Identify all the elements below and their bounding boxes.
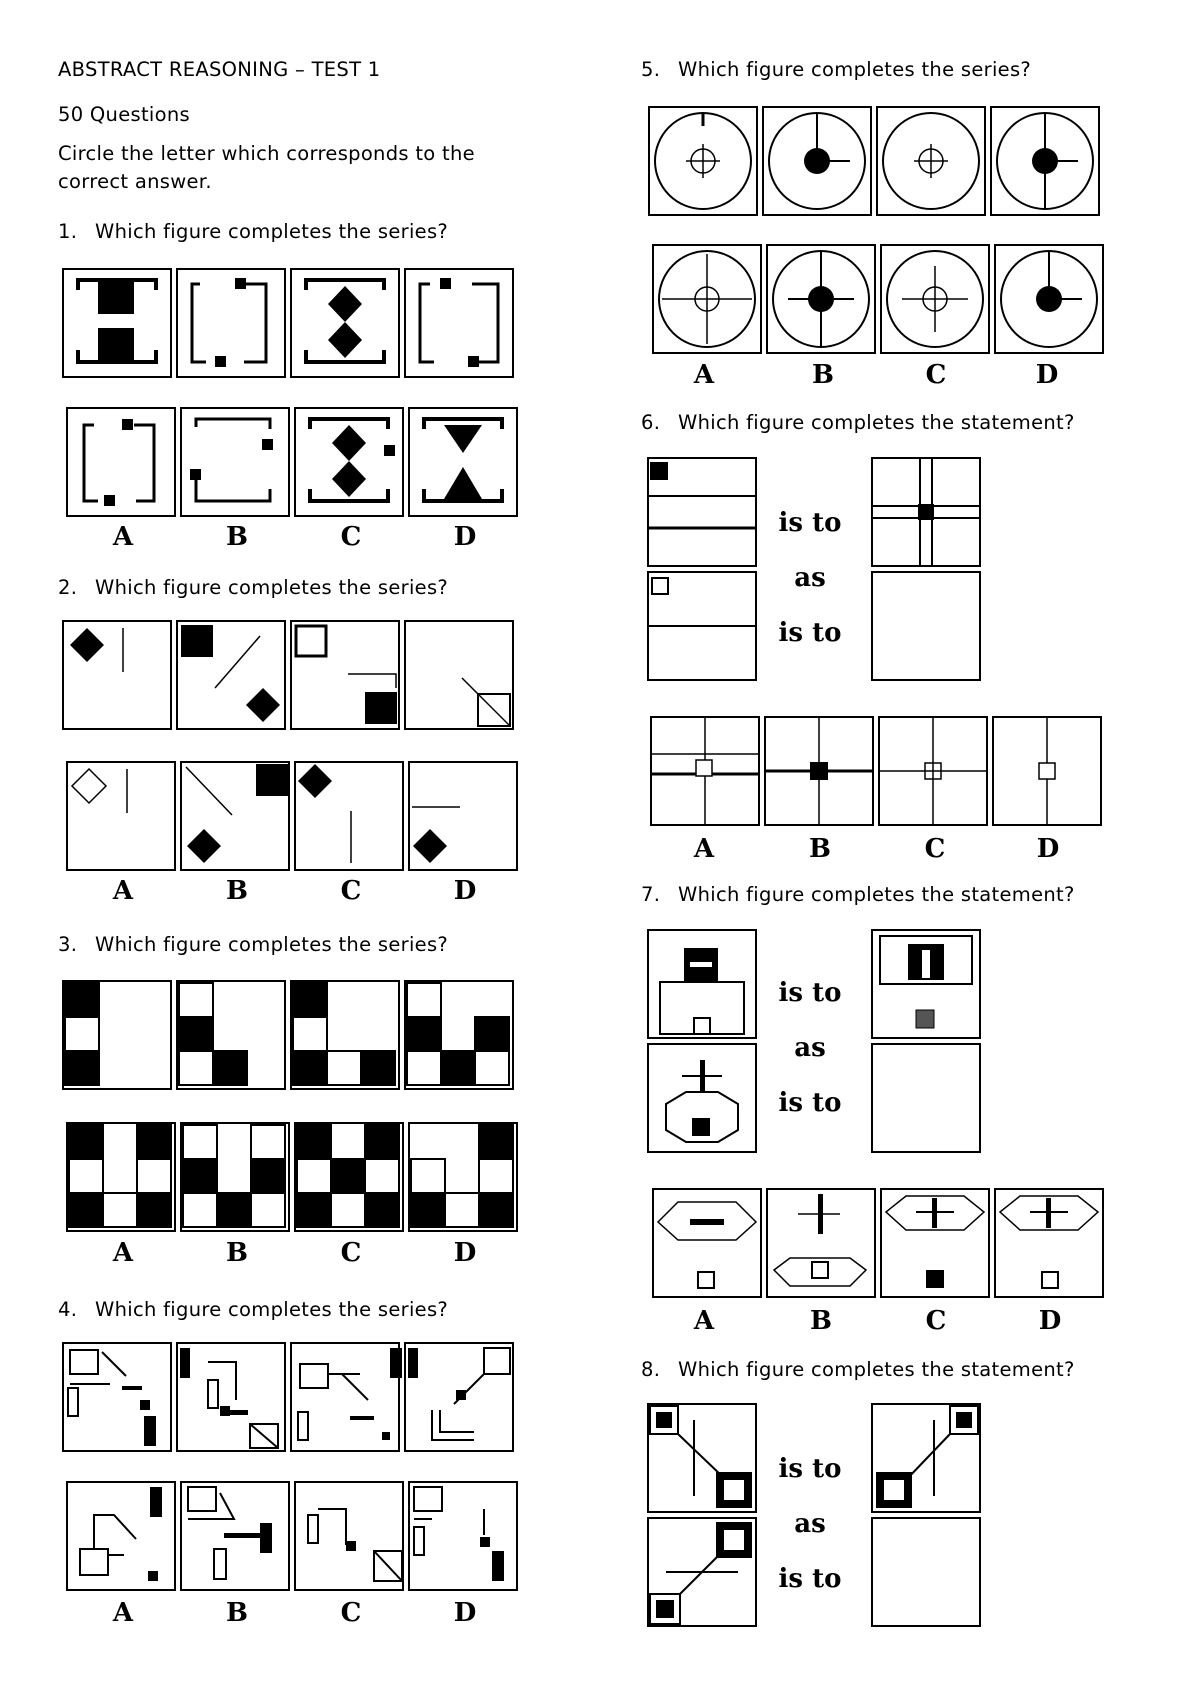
option-a[interactable]: A <box>693 1306 715 1336</box>
q6-right-figures <box>870 456 990 686</box>
question-3 <box>58 935 448 955</box>
option-c[interactable]: C <box>340 876 362 906</box>
instructions: Circle the letter which corresponds to the correct answer. <box>58 142 475 193</box>
option-c[interactable]: C <box>925 1306 947 1336</box>
question-number: 3. <box>58 933 78 956</box>
option-a[interactable]: A <box>693 360 715 390</box>
question-2 <box>58 578 448 598</box>
q5-series-figures <box>646 104 1106 219</box>
option-d[interactable]: D <box>453 1238 477 1268</box>
analogy-is-to: is to <box>778 978 842 1008</box>
question-text: Which figure completes the statement? <box>678 411 1075 434</box>
q3-series-figures <box>60 978 520 1093</box>
question-text: Which figure completes the series? <box>95 220 449 243</box>
q2-series-figures <box>60 618 520 733</box>
option-c[interactable]: C <box>340 522 362 552</box>
q5-answer-figures[interactable] <box>650 242 1110 357</box>
q8-right-figures <box>870 1402 990 1632</box>
option-b[interactable]: B <box>226 876 248 906</box>
q4-answer-figures[interactable] <box>64 1479 524 1594</box>
analogy-is-to: is to <box>778 1088 842 1118</box>
option-b[interactable]: B <box>809 834 831 864</box>
analogy-as: as <box>794 563 826 593</box>
option-d[interactable]: D <box>453 1598 477 1628</box>
analogy-is-to: is to <box>778 1454 842 1484</box>
question-5 <box>641 60 1031 80</box>
question-text: Which figure completes the series? <box>95 933 449 956</box>
question-8 <box>641 1360 1075 1380</box>
option-a[interactable]: A <box>112 522 134 552</box>
option-c[interactable]: C <box>924 834 946 864</box>
q7-right-figures <box>870 928 990 1158</box>
option-a[interactable]: A <box>112 1598 134 1628</box>
question-7 <box>641 885 1075 905</box>
q4-series-figures <box>60 1340 520 1455</box>
option-b[interactable]: B <box>226 1238 248 1268</box>
question-number: 5. <box>641 58 661 81</box>
question-4 <box>58 1300 448 1320</box>
question-text: Which figure completes the series? <box>95 576 449 599</box>
analogy-as: as <box>794 1509 826 1539</box>
question-text: Which figure completes the series? <box>95 1298 449 1321</box>
question-text: Which figure completes the series? <box>678 58 1032 81</box>
option-d[interactable]: D <box>1038 1306 1062 1336</box>
option-d[interactable]: D <box>1036 834 1060 864</box>
q6-answer-figures[interactable] <box>648 714 1108 829</box>
analogy-is-to: is to <box>778 618 842 648</box>
option-b[interactable]: B <box>810 1306 832 1336</box>
option-c[interactable]: C <box>340 1598 362 1628</box>
option-d[interactable]: D <box>453 522 477 552</box>
analogy-is-to: is to <box>778 508 842 538</box>
q1-series-figures <box>60 266 520 381</box>
question-count: 50 Questions <box>58 103 190 126</box>
option-b[interactable]: B <box>812 360 834 390</box>
question-number: 7. <box>641 883 661 906</box>
q6-left-figures <box>646 456 766 686</box>
analogy-as: as <box>794 1033 826 1063</box>
option-d[interactable]: D <box>453 876 477 906</box>
q2-answer-figures[interactable] <box>64 759 524 874</box>
option-c[interactable]: C <box>925 360 947 390</box>
option-b[interactable]: B <box>226 1598 248 1628</box>
question-1 <box>58 222 448 242</box>
q1-answer-figures[interactable] <box>64 405 524 520</box>
q8-left-figures <box>646 1402 766 1632</box>
question-number: 8. <box>641 1358 661 1381</box>
question-text: Which figure completes the statement? <box>678 1358 1075 1381</box>
question-number: 4. <box>58 1298 78 1321</box>
q3-answer-figures[interactable] <box>64 1120 524 1235</box>
question-number: 6. <box>641 411 661 434</box>
option-b[interactable]: B <box>226 522 248 552</box>
option-a[interactable]: A <box>693 834 715 864</box>
q7-left-figures <box>646 928 766 1158</box>
test-title: ABSTRACT REASONING – TEST 1 <box>58 58 381 81</box>
q7-answer-figures[interactable] <box>650 1186 1110 1301</box>
question-number: 1. <box>58 220 78 243</box>
question-number: 2. <box>58 576 78 599</box>
option-a[interactable]: A <box>112 876 134 906</box>
option-d[interactable]: D <box>1035 360 1059 390</box>
question-6 <box>641 413 1075 433</box>
option-a[interactable]: A <box>112 1238 134 1268</box>
option-c[interactable]: C <box>340 1238 362 1268</box>
analogy-is-to: is to <box>778 1564 842 1594</box>
question-text: Which figure completes the statement? <box>678 883 1075 906</box>
